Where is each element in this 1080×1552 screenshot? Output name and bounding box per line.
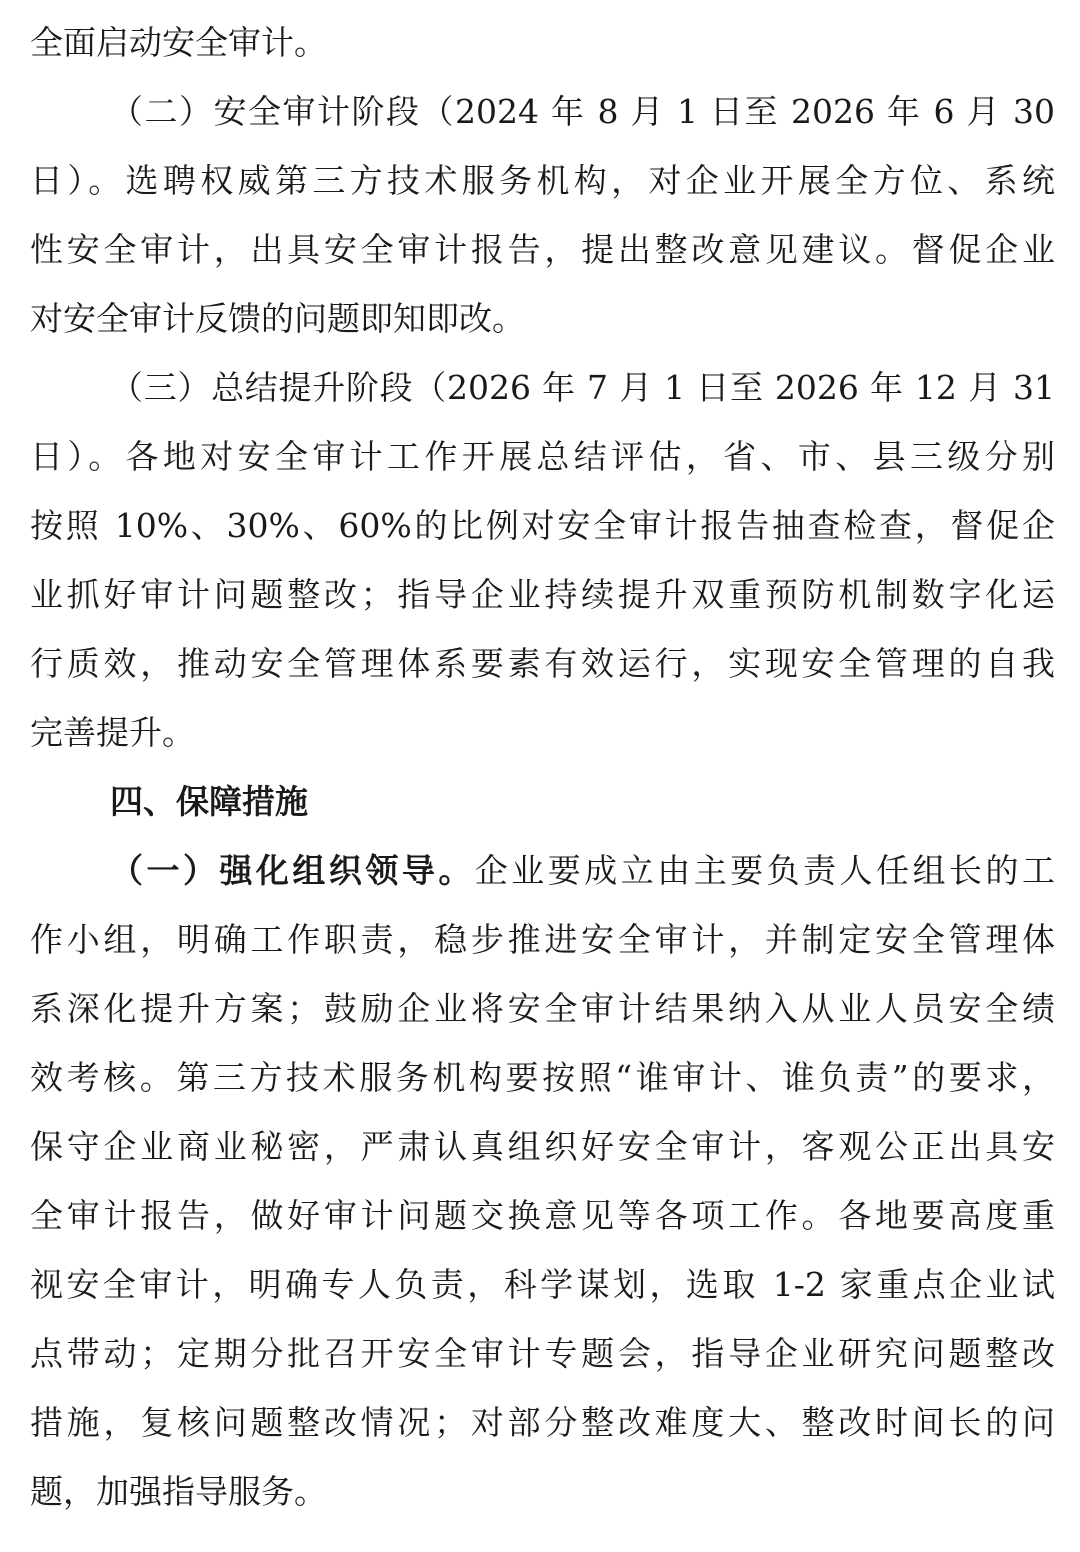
text-line: 全审计报告，做好审计问题交换意见等各项工作。各地要高度重 — [30, 1196, 1055, 1235]
text-line: 视安全审计，明确专人负责，科学谋划，选取 1-2 家重点企业试 — [30, 1265, 1055, 1304]
subsection-heading: （一）强化组织领导。 — [110, 851, 475, 890]
document-body — [30, 8, 1055, 1526]
text-line: 行质效，推动安全管理体系要素有效运行，实现安全管理的自我 — [30, 644, 1055, 683]
text-line: 题，加强指导服务。 — [30, 1472, 327, 1511]
text-line: 保守企业商业秘密，严肃认真组织好安全审计，客观公正出具安 — [30, 1127, 1055, 1166]
section-heading: 四、保障措施 — [110, 782, 308, 821]
stage-three-heading-line: （三）总结提升阶段（2026 年 7 月 1 日至 2026 年 12 月 31 — [110, 368, 1055, 407]
text-line: 按照 10%、30%、60%的比例对安全审计报告抽查检查，督促企 — [30, 506, 1055, 545]
text-line: 系深化提升方案；鼓励企业将安全审计结果纳入从业人员安全绩 — [30, 989, 1055, 1028]
text-span: 企业要成立由主要负责人任组长的工 — [474, 851, 1056, 890]
text-line: 点带动；定期分批召开安全审计专题会，指导企业研究问题整改 — [30, 1334, 1055, 1373]
text-line: 作小组，明确工作职责，稳步推进安全审计，并制定安全管理体 — [30, 920, 1055, 959]
text-line: 日）。各地对安全审计工作开展总结评估，省、市、县三级分别 — [30, 437, 1055, 476]
subsection-line — [30, 836, 1055, 905]
text-line: 性安全审计，出具安全审计报告，提出整改意见建议。督促企业 — [30, 230, 1055, 269]
text-line: 日）。选聘权威第三方技术服务机构，对企业开展全方位、系统 — [30, 161, 1055, 200]
text-line: 业抓好审计问题整改；指导企业持续提升双重预防机制数字化运 — [30, 575, 1055, 614]
text-line: 对安全审计反馈的问题即知即改。 — [30, 299, 525, 338]
text-line: 效考核。第三方技术服务机构要按照“谁审计、谁负责”的要求， — [30, 1058, 1055, 1097]
stage-two-heading-line: （二）安全审计阶段（2024 年 8 月 1 日至 2026 年 6 月 30 — [110, 92, 1055, 131]
text-line: 完善提升。 — [30, 713, 195, 752]
text-line: 措施，复核问题整改情况；对部分整改难度大、整改时间长的问 — [30, 1403, 1055, 1442]
text-line: 全面启动安全审计。 — [30, 23, 327, 62]
